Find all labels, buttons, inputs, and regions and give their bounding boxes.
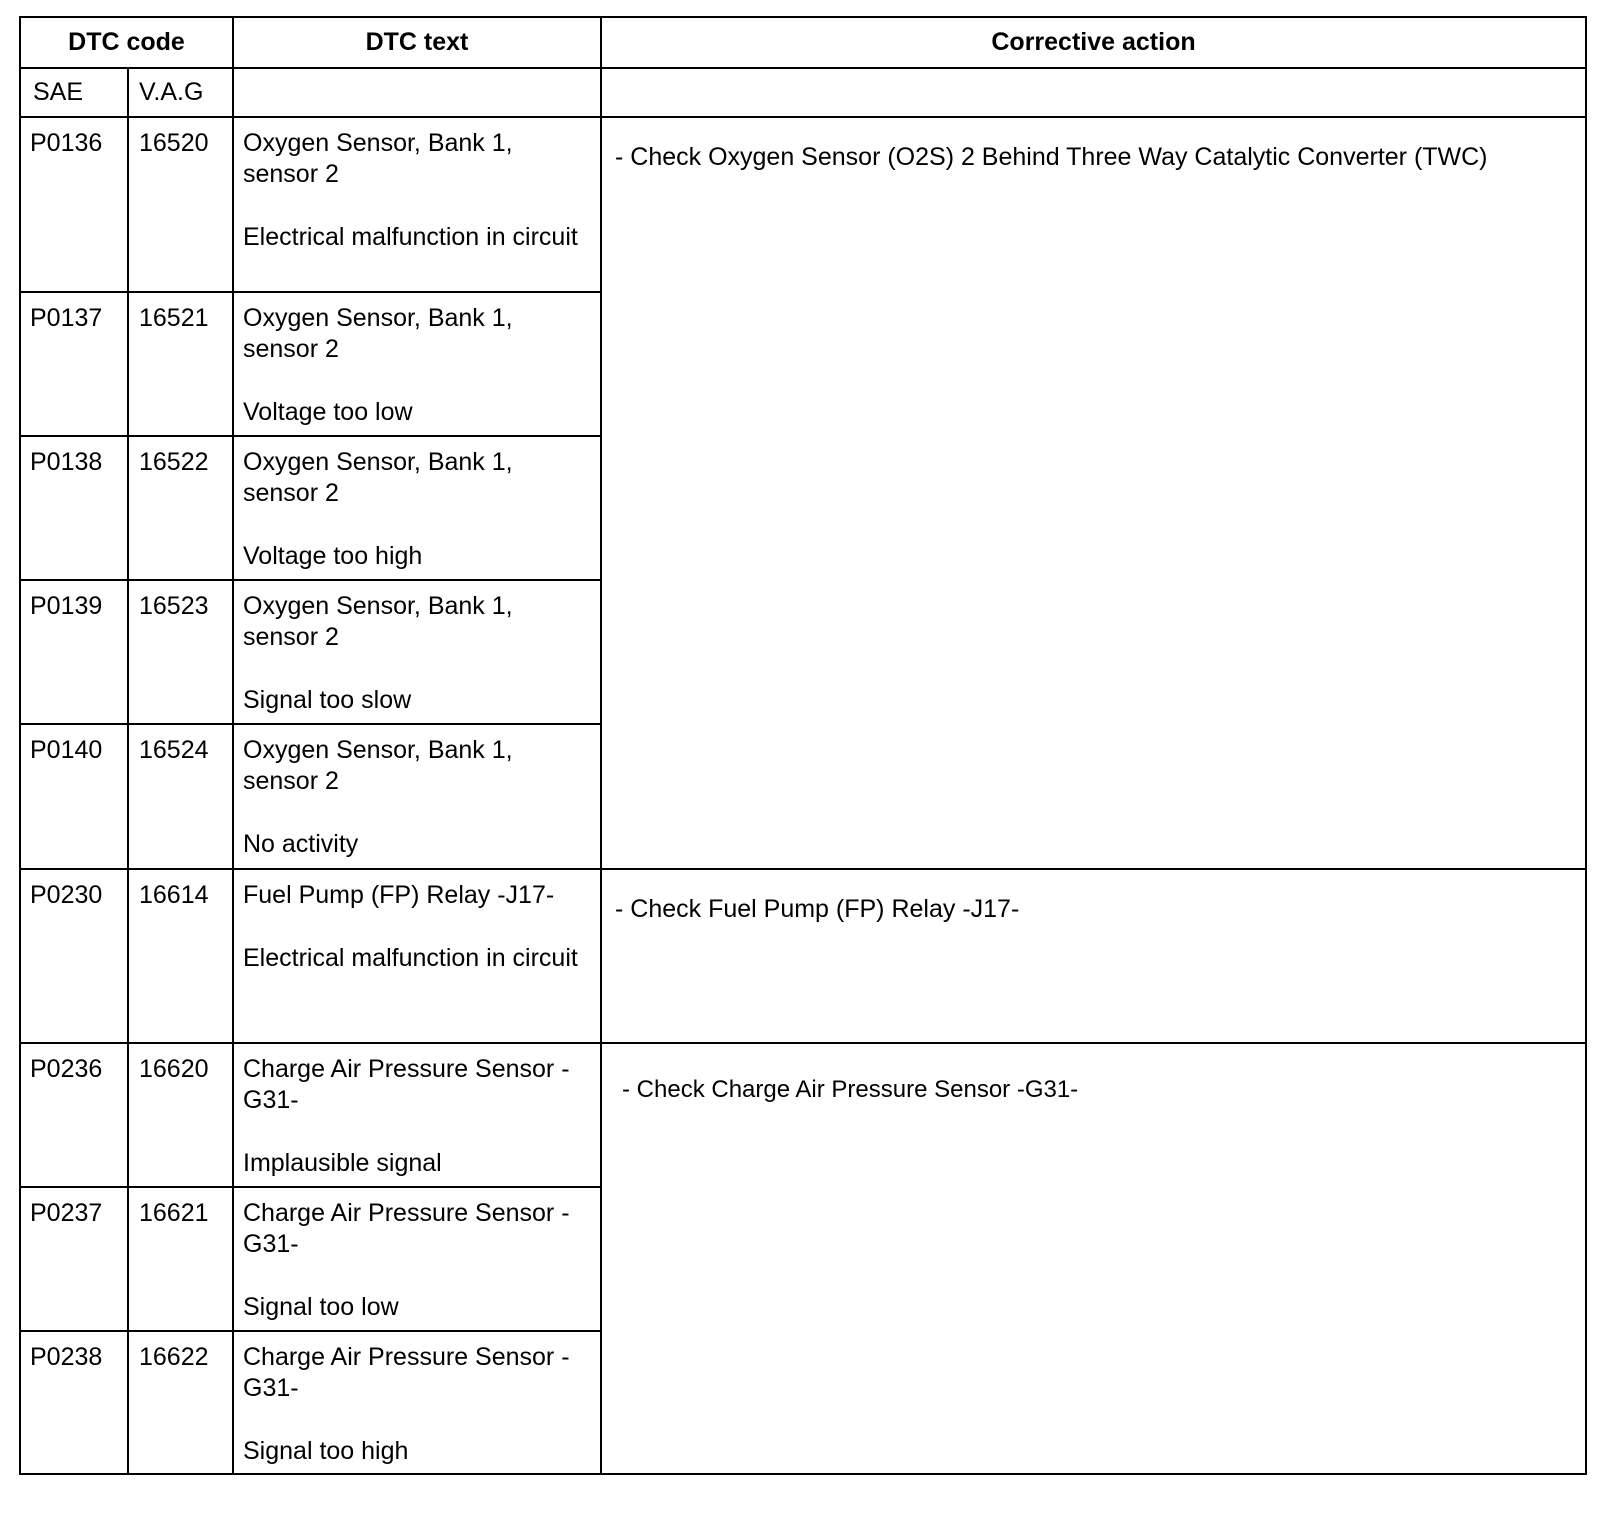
dtc-text-cell <box>233 292 601 436</box>
vag-code: 16620 <box>128 1043 233 1187</box>
dtc-component: Fuel Pump (FP) Relay -J17- <box>243 881 555 909</box>
vag-code: 16523 <box>128 580 233 724</box>
table-row <box>20 1043 1586 1187</box>
sae-code: P0139 <box>20 580 128 724</box>
header-row <box>20 17 1586 68</box>
dtc-text-cell <box>233 436 601 580</box>
dtc-component: Oxygen Sensor, Bank 1, sensor 2 <box>243 448 513 507</box>
dtc-text-cell <box>233 1331 601 1474</box>
dtc-text-cell <box>233 117 601 292</box>
dtc-component: Oxygen Sensor, Bank 1, sensor 2 <box>243 304 513 363</box>
vag-code: 16621 <box>128 1187 233 1331</box>
header-dtc-text: DTC text <box>233 17 601 68</box>
sae-code: P0238 <box>20 1331 128 1474</box>
dtc-condition: Implausible signal <box>243 1149 442 1177</box>
sae-code: P0237 <box>20 1187 128 1331</box>
subheader-sae: SAE <box>20 68 128 117</box>
table-row <box>20 869 1586 1043</box>
dtc-condition: Signal too low <box>243 1293 399 1321</box>
header-dtc-code: DTC code <box>20 17 233 68</box>
vag-code: 16520 <box>128 117 233 292</box>
vag-code: 16521 <box>128 292 233 436</box>
subheader-text-empty <box>233 68 601 117</box>
subheader-row <box>20 68 1586 117</box>
dtc-text-cell <box>233 1043 601 1187</box>
corrective-action-charge-air: - Check Charge Air Pressure Sensor -G31- <box>601 1043 1586 1474</box>
sae-code: P0137 <box>20 292 128 436</box>
dtc-condition: No activity <box>243 830 359 858</box>
dtc-component: Charge Air Pressure Sensor -G31- <box>243 1343 570 1402</box>
vag-code: 16522 <box>128 436 233 580</box>
dtc-condition: Electrical malfunction in circuit <box>243 223 578 251</box>
sae-code: P0140 <box>20 724 128 869</box>
sae-code: P0138 <box>20 436 128 580</box>
dtc-condition: Voltage too high <box>243 542 423 570</box>
dtc-text-cell <box>233 869 601 1043</box>
vag-code: 16622 <box>128 1331 233 1474</box>
dtc-text-cell <box>233 580 601 724</box>
sae-code: P0236 <box>20 1043 128 1187</box>
dtc-text-cell <box>233 724 601 869</box>
header-corrective-action: Corrective action <box>601 17 1586 68</box>
vag-code: 16524 <box>128 724 233 869</box>
vag-code: 16614 <box>128 869 233 1043</box>
corrective-action-fuel-pump: - Check Fuel Pump (FP) Relay -J17- <box>601 869 1586 1043</box>
dtc-component: Oxygen Sensor, Bank 1, sensor 2 <box>243 592 513 651</box>
sae-code: P0230 <box>20 869 128 1043</box>
dtc-condition: Signal too high <box>243 1437 409 1465</box>
dtc-condition: Electrical malfunction in circuit <box>243 944 578 972</box>
dtc-condition: Voltage too low <box>243 398 413 426</box>
subheader-vag: V.A.G <box>128 68 233 117</box>
dtc-condition: Signal too slow <box>243 686 412 714</box>
corrective-action-oxygen-sensor: - Check Oxygen Sensor (O2S) 2 Behind Three Way Catalytic Converter (TWC) <box>601 117 1586 869</box>
dtc-text-cell <box>233 1187 601 1331</box>
dtc-component: Oxygen Sensor, Bank 1, sensor 2 <box>243 736 513 795</box>
sae-code: P0136 <box>20 117 128 292</box>
dtc-table <box>19 16 1587 1475</box>
table-row <box>20 117 1586 292</box>
subheader-action-empty <box>601 68 1586 117</box>
dtc-component: Oxygen Sensor, Bank 1, sensor 2 <box>243 129 513 188</box>
dtc-component: Charge Air Pressure Sensor -G31- <box>243 1199 570 1258</box>
dtc-component: Charge Air Pressure Sensor -G31- <box>243 1055 570 1114</box>
